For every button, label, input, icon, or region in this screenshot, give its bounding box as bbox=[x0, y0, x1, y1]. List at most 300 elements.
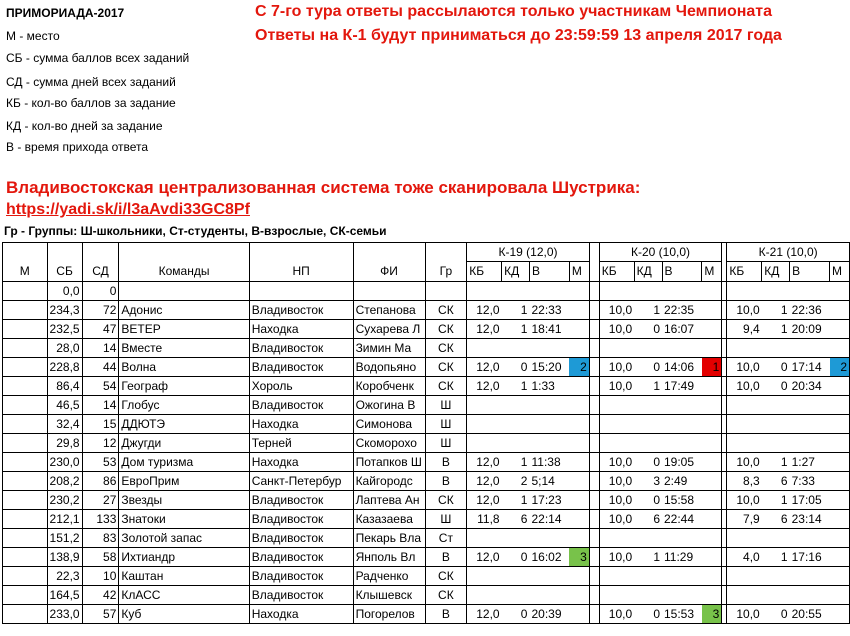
cell-k19-time: 1:33 bbox=[529, 377, 569, 396]
cell-k21-place bbox=[830, 434, 850, 453]
spacer bbox=[589, 491, 599, 510]
cell-k19-points: 12,0 bbox=[467, 301, 502, 320]
cell-k20-points: 10,0 bbox=[599, 320, 634, 339]
cell-k19-time bbox=[529, 396, 569, 415]
cell-k21-points bbox=[727, 282, 762, 301]
cell-k21-points: 10,0 bbox=[727, 605, 762, 624]
legend-item-sb: СБ - сумма баллов всех заданий bbox=[6, 51, 190, 65]
cell-name: Зимин Ма bbox=[353, 339, 425, 358]
cell-sum-days: 0 bbox=[82, 282, 119, 301]
table-row bbox=[3, 377, 850, 396]
cell-k19-time: 16:02 bbox=[529, 548, 569, 567]
cell-k20-days: 0 bbox=[634, 453, 662, 472]
cell-name: Ожогина В bbox=[353, 396, 425, 415]
cell-k21-time bbox=[790, 282, 830, 301]
cell-place bbox=[3, 282, 48, 301]
cell-team: Волна bbox=[119, 358, 249, 377]
spacer bbox=[589, 377, 599, 396]
cell-k21-points: 9,4 bbox=[727, 320, 762, 339]
cell-k19-days: 0 bbox=[502, 358, 530, 377]
cell-k21-points: 7,9 bbox=[727, 510, 762, 529]
header-k21-kb: КБ bbox=[727, 262, 762, 282]
cell-group: СК bbox=[425, 586, 467, 605]
cell-name: Коробченк bbox=[353, 377, 425, 396]
cell-k20-place bbox=[702, 301, 722, 320]
cell-k19-days: 0 bbox=[502, 605, 530, 624]
table-row bbox=[3, 320, 850, 339]
cell-place bbox=[3, 548, 48, 567]
cell-city: Хороль bbox=[249, 377, 353, 396]
cell-k21-place bbox=[830, 510, 850, 529]
cell-k20-points: 10,0 bbox=[599, 301, 634, 320]
cell-k19-points: 12,0 bbox=[467, 453, 502, 472]
cell-k21-place bbox=[830, 491, 850, 510]
cell-k21-points bbox=[727, 529, 762, 548]
cell-place bbox=[3, 491, 48, 510]
cell-k20-time: 15:58 bbox=[662, 491, 702, 510]
cell-k19-place bbox=[569, 434, 589, 453]
cell-group: Ш bbox=[425, 510, 467, 529]
cell-k21-points bbox=[727, 434, 762, 453]
cell-sum-points: 212,1 bbox=[47, 510, 82, 529]
cell-k21-place bbox=[830, 282, 850, 301]
spacer bbox=[589, 586, 599, 605]
cell-k19-points: 12,0 bbox=[467, 605, 502, 624]
cell-city: Владивосток bbox=[249, 510, 353, 529]
cell-sum-points: 233,0 bbox=[47, 605, 82, 624]
cell-k21-points: 10,0 bbox=[727, 453, 762, 472]
cell-k20-time bbox=[662, 529, 702, 548]
cell-k21-days bbox=[762, 339, 790, 358]
header-sb: СБ bbox=[47, 262, 82, 282]
cell-k21-time bbox=[790, 415, 830, 434]
cell-k19-days bbox=[502, 434, 530, 453]
cell-k21-time: 1:27 bbox=[790, 453, 830, 472]
spacer bbox=[589, 605, 599, 624]
cell-k20-days bbox=[634, 339, 662, 358]
cell-k19-time: 15:20 bbox=[529, 358, 569, 377]
cell-k19-time bbox=[529, 567, 569, 586]
cell-k21-days: 1 bbox=[762, 320, 790, 339]
cell-k21-place bbox=[830, 548, 850, 567]
cell-place bbox=[3, 301, 48, 320]
cell-k20-days bbox=[634, 415, 662, 434]
cell-k20-time: 14:06 bbox=[662, 358, 702, 377]
header-gr-top bbox=[425, 243, 467, 262]
cell-name: Кайгородс bbox=[353, 472, 425, 491]
spacer bbox=[589, 510, 599, 529]
cell-k21-points: 8,3 bbox=[727, 472, 762, 491]
spacer bbox=[589, 262, 599, 282]
cell-sum-days: 44 bbox=[82, 358, 119, 377]
cell-k20-points bbox=[599, 529, 634, 548]
cell-sum-days: 27 bbox=[82, 491, 119, 510]
cell-k20-points: 10,0 bbox=[599, 510, 634, 529]
cell-k20-days bbox=[634, 529, 662, 548]
cell-k21-points bbox=[727, 415, 762, 434]
cell-name: Сухарева Л bbox=[353, 320, 425, 339]
cell-k19-days: 0 bbox=[502, 548, 530, 567]
cell-place bbox=[3, 605, 48, 624]
cell-k20-days: 1 bbox=[634, 548, 662, 567]
cell-k19-time: 22:33 bbox=[529, 301, 569, 320]
header-sd: СД bbox=[82, 262, 119, 282]
cell-k19-days: 2 bbox=[502, 472, 530, 491]
header-k21-m: М bbox=[830, 262, 850, 282]
spacer bbox=[589, 434, 599, 453]
cell-k19-days bbox=[502, 586, 530, 605]
cell-k19-time: 22:14 bbox=[529, 510, 569, 529]
cell-k20-days: 0 bbox=[634, 491, 662, 510]
header-k21-kd: КД bbox=[762, 262, 790, 282]
header-gr: Гр bbox=[425, 262, 467, 282]
cell-k20-time: 22:35 bbox=[662, 301, 702, 320]
cell-name: Клышевск bbox=[353, 586, 425, 605]
cell-group: СК bbox=[425, 301, 467, 320]
header-team-top bbox=[119, 243, 249, 262]
table-row bbox=[3, 567, 850, 586]
cell-k19-time: 20:39 bbox=[529, 605, 569, 624]
cell-team: ДДЮТЭ bbox=[119, 415, 249, 434]
header-np-top bbox=[249, 243, 353, 262]
cell-k20-points: 10,0 bbox=[599, 548, 634, 567]
cell-k21-place: 2 bbox=[830, 358, 850, 377]
cell-team: Куб bbox=[119, 605, 249, 624]
header-k20-kb: КБ bbox=[599, 262, 634, 282]
cell-k19-place bbox=[569, 320, 589, 339]
cell-k20-place bbox=[702, 396, 722, 415]
cell-sum-days: 58 bbox=[82, 548, 119, 567]
cell-sum-points: 28,0 bbox=[47, 339, 82, 358]
cell-k19-points bbox=[467, 529, 502, 548]
cell-k19-points: 12,0 bbox=[467, 491, 502, 510]
spacer bbox=[589, 529, 599, 548]
cell-k20-days: 0 bbox=[634, 605, 662, 624]
cell-k20-place bbox=[702, 339, 722, 358]
header-k20-m: М bbox=[702, 262, 722, 282]
cell-k19-days: 1 bbox=[502, 491, 530, 510]
cell-k21-time: 17:14 bbox=[790, 358, 830, 377]
legend-item-kb: КБ - кол-во баллов за задание bbox=[6, 96, 176, 110]
cell-team: КлАСС bbox=[119, 586, 249, 605]
cell-name: Погорелов bbox=[353, 605, 425, 624]
yadisk-link[interactable]: https://yadi.sk/i/l3aAvdi33GC8Pf bbox=[6, 201, 250, 218]
cell-city: Владивосток bbox=[249, 396, 353, 415]
cell-k19-time bbox=[529, 434, 569, 453]
cell-name: Симонова bbox=[353, 415, 425, 434]
table-row bbox=[3, 586, 850, 605]
cell-city: Владивосток bbox=[249, 567, 353, 586]
cell-k20-time: 15:53 bbox=[662, 605, 702, 624]
cell-k20-time bbox=[662, 434, 702, 453]
cell-k19-days bbox=[502, 529, 530, 548]
cell-k20-place bbox=[702, 453, 722, 472]
cell-sum-points: 164,5 bbox=[47, 586, 82, 605]
cell-k20-days bbox=[634, 282, 662, 301]
table-row bbox=[3, 548, 850, 567]
cell-k20-time bbox=[662, 586, 702, 605]
cell-sum-points: 230,2 bbox=[47, 491, 82, 510]
cell-k20-time bbox=[662, 415, 702, 434]
table-row bbox=[3, 358, 850, 377]
cell-sum-points: 208,2 bbox=[47, 472, 82, 491]
cell-k21-days bbox=[762, 529, 790, 548]
cell-city: Владивосток bbox=[249, 491, 353, 510]
cell-k20-place bbox=[702, 472, 722, 491]
cell-sum-points: 151,2 bbox=[47, 529, 82, 548]
cell-k21-days bbox=[762, 586, 790, 605]
cell-k20-points: 10,0 bbox=[599, 377, 634, 396]
cell-name: Скоморохо bbox=[353, 434, 425, 453]
cell-k19-points: 12,0 bbox=[467, 377, 502, 396]
cell-k21-place bbox=[830, 453, 850, 472]
cell-k21-time: 20:55 bbox=[790, 605, 830, 624]
cell-name: Водопьяно bbox=[353, 358, 425, 377]
header-team: Команды bbox=[119, 262, 249, 282]
cell-team: Глобус bbox=[119, 396, 249, 415]
cell-k19-place bbox=[569, 301, 589, 320]
cell-k20-time bbox=[662, 282, 702, 301]
cell-k21-points: 10,0 bbox=[727, 301, 762, 320]
cell-k19-place bbox=[569, 586, 589, 605]
cell-k19-points bbox=[467, 282, 502, 301]
cell-k20-place bbox=[702, 282, 722, 301]
cell-k20-time: 19:05 bbox=[662, 453, 702, 472]
cell-group: В bbox=[425, 472, 467, 491]
header-sd-top bbox=[82, 243, 119, 262]
cell-place bbox=[3, 453, 48, 472]
cell-k21-days bbox=[762, 415, 790, 434]
cell-k19-time: 5;14 bbox=[529, 472, 569, 491]
cell-city: Находка bbox=[249, 605, 353, 624]
cell-k21-place bbox=[830, 396, 850, 415]
cell-sum-days: 53 bbox=[82, 453, 119, 472]
table-row bbox=[3, 472, 850, 491]
cell-k21-days: 1 bbox=[762, 548, 790, 567]
legend-item-kd: КД - кол-во дней за задание bbox=[6, 119, 163, 133]
cell-k21-time: 17:16 bbox=[790, 548, 830, 567]
cell-k20-place bbox=[702, 529, 722, 548]
cell-sum-days: 47 bbox=[82, 320, 119, 339]
header-k19: К-19 (12,0) bbox=[467, 243, 590, 262]
cell-k21-time bbox=[790, 434, 830, 453]
spacer bbox=[589, 339, 599, 358]
cell-k21-place bbox=[830, 415, 850, 434]
legend-item-v: В - время прихода ответа bbox=[6, 140, 149, 154]
cell-name: Потапков Ш bbox=[353, 453, 425, 472]
spacer bbox=[589, 548, 599, 567]
cell-k19-time: 17:23 bbox=[529, 491, 569, 510]
cell-place bbox=[3, 472, 48, 491]
cell-k20-points: 10,0 bbox=[599, 491, 634, 510]
cell-group: В bbox=[425, 453, 467, 472]
cell-k21-time bbox=[790, 339, 830, 358]
header-k21-v: В bbox=[790, 262, 830, 282]
cell-k19-days: 6 bbox=[502, 510, 530, 529]
cell-team: Джугди bbox=[119, 434, 249, 453]
cell-place bbox=[3, 377, 48, 396]
cell-name: Пекарь Вла bbox=[353, 529, 425, 548]
cell-k21-place bbox=[830, 567, 850, 586]
cell-k20-points bbox=[599, 396, 634, 415]
notice-deadline: Ответы на К-1 будут приниматься до 23:59:59 13 апреля 2017 года bbox=[255, 27, 782, 44]
header-m: М bbox=[3, 262, 48, 282]
cell-k21-points: 10,0 bbox=[727, 358, 762, 377]
cell-k19-place bbox=[569, 472, 589, 491]
cell-k19-place bbox=[569, 415, 589, 434]
cell-k20-points bbox=[599, 339, 634, 358]
cell-k19-days: 1 bbox=[502, 453, 530, 472]
cell-k21-days: 0 bbox=[762, 358, 790, 377]
cell-team: ЕвроПрим bbox=[119, 472, 249, 491]
cell-k19-days bbox=[502, 339, 530, 358]
cell-k19-place bbox=[569, 377, 589, 396]
cell-k21-time bbox=[790, 567, 830, 586]
header-k20: К-20 (10,0) bbox=[599, 243, 722, 262]
cell-k21-time: 7:33 bbox=[790, 472, 830, 491]
cell-team: Географ bbox=[119, 377, 249, 396]
cell-sum-days: 57 bbox=[82, 605, 119, 624]
cell-sum-points: 29,8 bbox=[47, 434, 82, 453]
cell-place bbox=[3, 567, 48, 586]
cell-k19-days bbox=[502, 396, 530, 415]
cell-city: Владивосток bbox=[249, 301, 353, 320]
cell-k19-points: 12,0 bbox=[467, 472, 502, 491]
cell-group: Ст bbox=[425, 529, 467, 548]
cell-k19-place: 3 bbox=[569, 548, 589, 567]
cell-sum-points: 22,3 bbox=[47, 567, 82, 586]
cell-k19-time bbox=[529, 282, 569, 301]
cell-sum-days: 42 bbox=[82, 586, 119, 605]
cell-k19-place bbox=[569, 510, 589, 529]
cell-sum-points: 234,3 bbox=[47, 301, 82, 320]
cell-k20-points bbox=[599, 567, 634, 586]
cell-k20-place bbox=[702, 434, 722, 453]
cell-k21-days: 1 bbox=[762, 301, 790, 320]
cell-team: Адонис bbox=[119, 301, 249, 320]
legend-item-sd: СД - сумма дней всех заданий bbox=[6, 75, 176, 89]
cell-k19-days: 1 bbox=[502, 377, 530, 396]
cell-k21-points: 4,0 bbox=[727, 548, 762, 567]
cell-k21-place bbox=[830, 529, 850, 548]
cell-k21-time: 20:09 bbox=[790, 320, 830, 339]
cell-name: Лаптева Ан bbox=[353, 491, 425, 510]
cell-k21-points bbox=[727, 586, 762, 605]
cell-k19-time bbox=[529, 586, 569, 605]
cell-k19-points bbox=[467, 415, 502, 434]
cell-k21-time bbox=[790, 586, 830, 605]
spacer bbox=[589, 320, 599, 339]
cell-k20-points bbox=[599, 282, 634, 301]
cell-k20-place bbox=[702, 567, 722, 586]
cell-place bbox=[3, 320, 48, 339]
spacer bbox=[589, 453, 599, 472]
cell-city: Санкт-Петербур bbox=[249, 472, 353, 491]
cell-city: Владивосток bbox=[249, 548, 353, 567]
cell-sum-points: 32,4 bbox=[47, 415, 82, 434]
cell-k19-time: 18:41 bbox=[529, 320, 569, 339]
cell-k20-time bbox=[662, 339, 702, 358]
cell-group: СК bbox=[425, 377, 467, 396]
cell-k21-days: 6 bbox=[762, 472, 790, 491]
cell-k20-place: 3 bbox=[702, 605, 722, 624]
cell-k19-place bbox=[569, 529, 589, 548]
cell-team: Вместе bbox=[119, 339, 249, 358]
cell-k20-days: 0 bbox=[634, 358, 662, 377]
cell-sum-days: 72 bbox=[82, 301, 119, 320]
cell-team: Дом туризма bbox=[119, 453, 249, 472]
table-row bbox=[3, 282, 850, 301]
cell-k19-days: 1 bbox=[502, 320, 530, 339]
cell-k19-points: 12,0 bbox=[467, 548, 502, 567]
cell-team: Каштан bbox=[119, 567, 249, 586]
cell-k19-points: 12,0 bbox=[467, 320, 502, 339]
cell-k19-days bbox=[502, 567, 530, 586]
cell-k21-points bbox=[727, 396, 762, 415]
table-row bbox=[3, 453, 850, 472]
cell-place bbox=[3, 586, 48, 605]
cell-group: СК bbox=[425, 358, 467, 377]
cell-k19-place: 2 bbox=[569, 358, 589, 377]
cell-sum-days: 12 bbox=[82, 434, 119, 453]
cell-k19-place bbox=[569, 282, 589, 301]
cell-sum-points: 230,0 bbox=[47, 453, 82, 472]
header-fi-top bbox=[353, 243, 425, 262]
cell-city: Находка bbox=[249, 415, 353, 434]
cell-k21-time: 23:14 bbox=[790, 510, 830, 529]
cell-k21-points: 10,0 bbox=[727, 377, 762, 396]
cell-k19-place bbox=[569, 567, 589, 586]
cell-k21-place bbox=[830, 320, 850, 339]
cell-k21-place bbox=[830, 605, 850, 624]
cell-k19-place bbox=[569, 453, 589, 472]
cell-k20-place bbox=[702, 586, 722, 605]
cell-sum-days: 14 bbox=[82, 396, 119, 415]
cell-city: Находка bbox=[249, 453, 353, 472]
table-row bbox=[3, 301, 850, 320]
cell-k19-place bbox=[569, 605, 589, 624]
cell-city: Терней bbox=[249, 434, 353, 453]
header-k21: К-21 (10,0) bbox=[727, 243, 850, 262]
cell-k20-time: 17:49 bbox=[662, 377, 702, 396]
cell-k21-points bbox=[727, 339, 762, 358]
cell-k19-points: 12,0 bbox=[467, 358, 502, 377]
cell-city: Владивосток bbox=[249, 358, 353, 377]
cell-k21-place bbox=[830, 586, 850, 605]
page-title: ПРИМОРИАДА-2017 bbox=[6, 6, 125, 20]
cell-k21-days: 1 bbox=[762, 453, 790, 472]
cell-k20-days bbox=[634, 434, 662, 453]
cell-k20-points bbox=[599, 586, 634, 605]
header-k20-v: В bbox=[662, 262, 702, 282]
header-m-top bbox=[3, 243, 48, 262]
cell-team bbox=[119, 282, 249, 301]
cell-k21-place bbox=[830, 339, 850, 358]
table-row bbox=[3, 396, 850, 415]
cell-k19-place bbox=[569, 491, 589, 510]
header-k19-m: М bbox=[569, 262, 589, 282]
cell-k19-days bbox=[502, 415, 530, 434]
results-table bbox=[2, 242, 850, 624]
table-row bbox=[3, 491, 850, 510]
cell-k20-days bbox=[634, 567, 662, 586]
cell-k20-place bbox=[702, 491, 722, 510]
cell-k19-points bbox=[467, 434, 502, 453]
cell-place bbox=[3, 510, 48, 529]
cell-k20-time: 11:29 bbox=[662, 548, 702, 567]
cell-k19-time bbox=[529, 529, 569, 548]
cell-k21-days: 0 bbox=[762, 605, 790, 624]
